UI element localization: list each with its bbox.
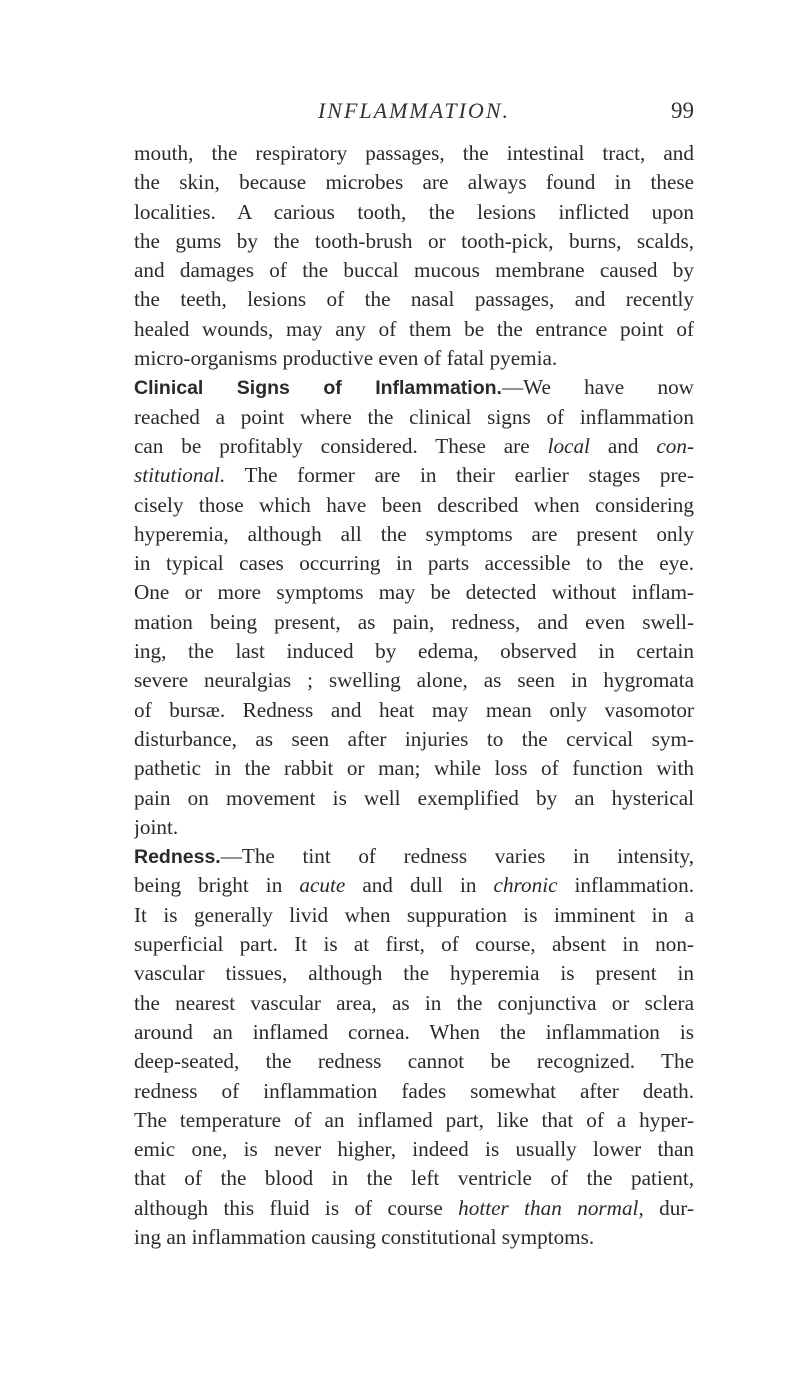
text-line: reached a point where the clinical signs of inflammation <box>134 404 694 429</box>
text-line: pathetic in the rabbit or man; while loss of function with <box>134 756 694 781</box>
text-span: , dur- <box>638 1195 694 1220</box>
italic-term: con- <box>656 433 694 458</box>
text-span: although this fluid is of course <box>134 1195 459 1220</box>
text-line <box>134 432 694 461</box>
text-line: superficial part. It is at first, of course, absent in non- <box>134 932 694 957</box>
text-line <box>134 1194 694 1223</box>
text-line: disturbance, as seen after injuries to the cervical sym- <box>134 726 694 751</box>
text-line: that of the blood in the left ventricle of the patient, <box>134 1166 694 1191</box>
text-line: It is generally livid when suppuration is imminent in a <box>134 902 694 927</box>
text-span: The former are in their earlier stages pre- <box>225 463 694 488</box>
text-line: around an inflamed cornea. When the inflammation is <box>134 1019 694 1044</box>
running-title: INFLAMMATION. <box>317 98 510 123</box>
text-line: the skin, because microbes are always found in these <box>134 170 694 195</box>
italic-term: local <box>547 433 590 458</box>
page-number: 99 <box>671 98 694 123</box>
text-line: One or more symptoms may be detected without inflam- <box>134 580 694 605</box>
running-head <box>134 98 694 128</box>
text-line: healed wounds, may any of them be the entrance point of <box>134 316 694 341</box>
text-line: ing an inflammation causing constitutional symptoms. <box>134 1224 595 1249</box>
text-line <box>134 461 694 490</box>
text-line: localities. A carious tooth, the lesions inflicted upon <box>134 199 694 224</box>
text-span: being bright in <box>134 873 300 898</box>
text-line: the nearest vascular area, as in the conjunctiva or sclera <box>134 990 694 1015</box>
text-line: and damages of the buccal mucous membrane caused by <box>134 258 694 283</box>
section-heading-redness: Redness. <box>134 846 221 869</box>
text-line <box>134 842 694 871</box>
text-line: ing, the last induced by edema, observed in certain <box>134 639 694 664</box>
italic-term: chronic <box>493 873 558 898</box>
italic-term: acute <box>299 873 346 898</box>
text-line: micro-organisms productive even of fatal pyemia. <box>134 346 558 371</box>
section-heading-clinical-signs: Clinical Signs of Inflammation. <box>134 377 502 400</box>
text-line: in typical cases occurring in parts accessible to the eye. <box>134 551 694 576</box>
text-span: and <box>589 433 657 458</box>
text-line: the teeth, lesions of the nasal passages, and recently <box>134 287 694 312</box>
text-line <box>134 373 694 402</box>
text-line: mouth, the respiratory passages, the intestinal tract, and <box>134 141 694 165</box>
text-line: the gums by the tooth-brush or tooth-pick, burns, scalds, <box>134 228 694 253</box>
text-line: deep-seated, the redness cannot be recognized. The <box>134 1049 694 1074</box>
text-line <box>134 871 694 900</box>
text-span: —We have now <box>501 375 694 400</box>
text-line: emic one, is never higher, indeed is usually lower than <box>134 1137 694 1162</box>
text-line: redness of inflammation fades somewhat after death. <box>134 1078 694 1103</box>
text-span: inflammation. <box>557 873 694 898</box>
body-text <box>134 139 694 1252</box>
text-line: joint. <box>134 814 179 839</box>
text-line: of bursæ. Redness and heat may mean only vasomotor <box>134 697 694 722</box>
text-line: The temperature of an inflamed part, like that of a hyper- <box>134 1107 694 1132</box>
text-line: pain on movement is well exemplified by an hysterical <box>134 785 694 810</box>
text-span: and dull in <box>345 873 494 898</box>
text-line: cisely those which have been described when considering <box>134 492 694 517</box>
book-page <box>134 0 694 1386</box>
text-line: vascular tissues, although the hyperemia is present in <box>134 961 694 986</box>
italic-term: hotter than normal <box>458 1195 639 1220</box>
text-span: —The tint of redness varies in intensity, <box>220 844 694 869</box>
text-line: hyperemia, although all the symptoms are present only <box>134 521 694 546</box>
text-span: can be profitably considered. These are <box>134 433 548 458</box>
italic-term: stitutional. <box>134 463 226 488</box>
text-line: mation being present, as pain, redness, and even swell- <box>134 609 694 634</box>
text-line: severe neuralgias ; swelling alone, as seen in hygromata <box>134 668 694 693</box>
